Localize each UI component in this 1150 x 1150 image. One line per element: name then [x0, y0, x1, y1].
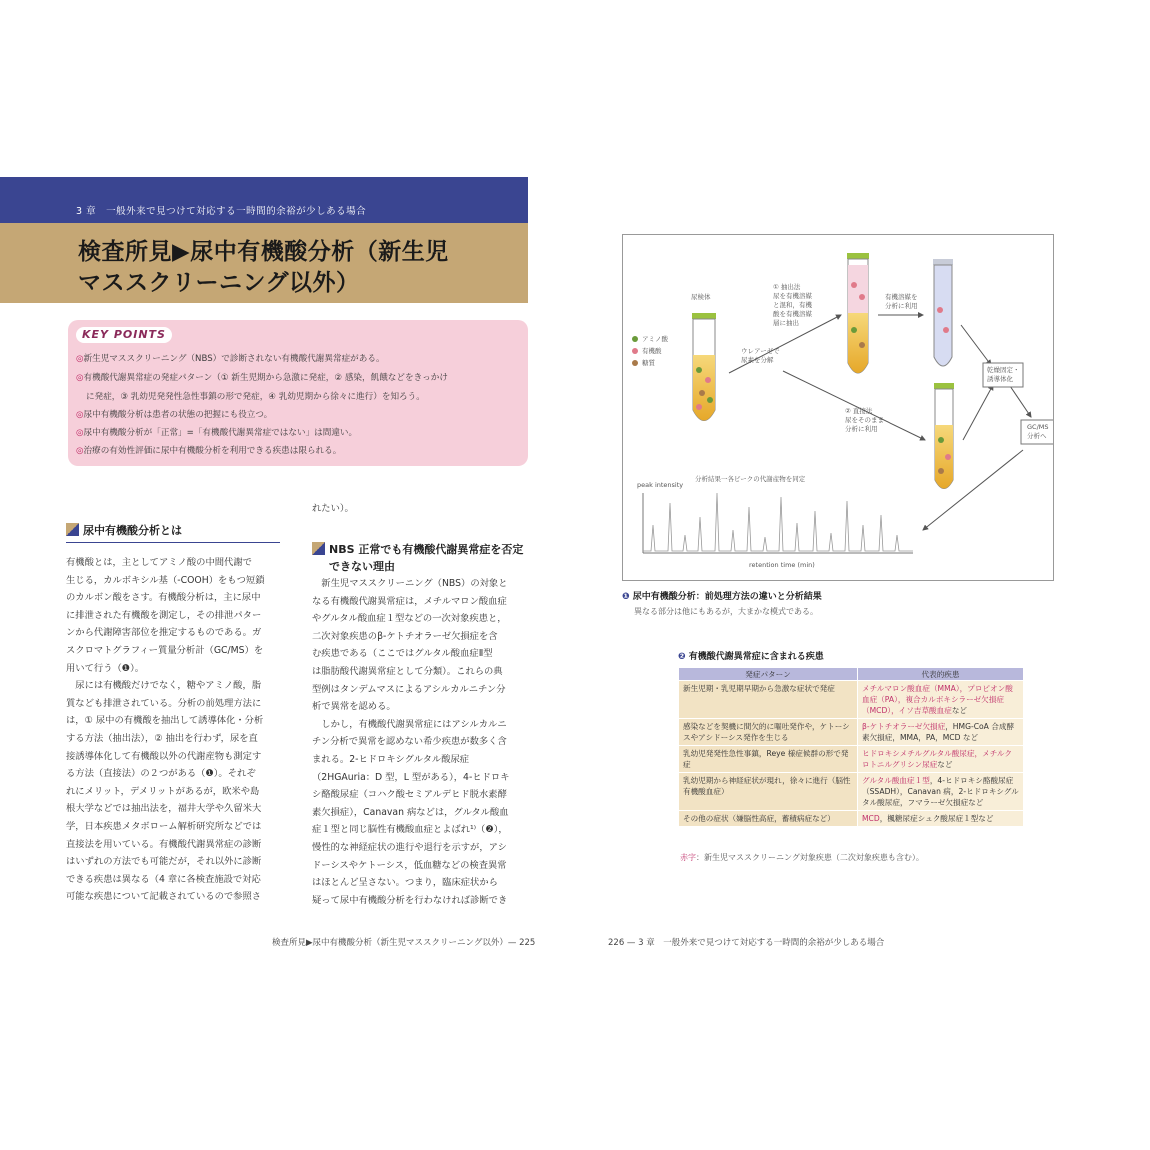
body-text-line: る方法（直接法）の２つがある（❶）。それぞ — [66, 768, 256, 780]
body-text-line: はいずれの方法でも可能だが，それ以外に診断 — [66, 856, 262, 868]
chapter-label: 3 章 一般外来で見つけて対応する一時間的余裕が少しある場合 — [76, 206, 367, 217]
body-text-line: 学，日本疾患メタボローム解析研究所などでは — [66, 820, 262, 832]
body-text-line: できる疾患は異なる（4 章に各検査施設で対応 — [66, 873, 261, 885]
body-text-line: 慢性的な神経症状の進行や退行を示すが，アシ — [312, 841, 507, 853]
page-footer-right: 226 — 3 章 一般外来で見つけて対応する一時間的余裕が少しある場合 — [608, 938, 885, 948]
body-column-1 — [66, 554, 265, 906]
urine-sample-label: 尿検体 — [691, 293, 711, 301]
body-text-line: はほとんど呈さない。つまり，臨床症状から — [312, 877, 498, 889]
chromatogram-title: 分析結果一各ピークの代謝産物を同定 — [695, 475, 806, 483]
section-heading-2: NBS 正常でも有機酸代謝異常症を否定 — [312, 541, 523, 557]
body-text-line: シ酪酸尿症（コハク酸セミアルデヒド脱水素酵 — [312, 789, 507, 801]
body-text-line: に排泄された有機酸を測定し，その排泄パター — [66, 609, 262, 621]
body-column-2 — [312, 575, 510, 909]
legend-organic-acid: 有機酸 — [642, 347, 662, 355]
disease-cell: メチルマロン酸血症（MMA），プロピオン酸血症（PA），複合カルボキシラーゼ欠損症（MCD），イソ吉草酸血症など — [858, 681, 1024, 719]
section-heading-1: 尿中有機酸分析とは — [66, 522, 182, 538]
body-text-line: 型例はタンデムマスによるアシルカルニチン分 — [312, 683, 506, 695]
body-text-line: 有機酸とは，主としてアミノ酸の中間代謝で — [66, 557, 252, 568]
body-text-line: ンから代謝障害部位を推定するものである。ガ — [66, 627, 262, 639]
page-title-line1: 検査所見▶尿中有機酸分析（新生児 — [78, 239, 449, 265]
chapter-header-band — [0, 177, 528, 223]
table-row — [679, 719, 1024, 746]
figure-1-subcaption: 異なる部分は他にもあるが，大まかな模式である。 — [634, 607, 818, 616]
disease-cell: MCD，楓糖尿症シュク酸尿症１型など — [858, 811, 1024, 827]
disease-table — [678, 667, 1024, 827]
figure-1-caption: ❶ 尿中有機酸分析：前処理方法の違いと分析結果 — [622, 592, 822, 602]
figure-number-icon: ❶ — [622, 592, 630, 602]
direct-method-label: ② 直接法 尿をそのまま 分析に利用 — [845, 407, 884, 433]
disease-cell: ヒドロキシメチルグルタル酸尿症，メチルクロトニルグリシン尿症など — [858, 746, 1024, 773]
body-text-line: は，① 尿中の有機酸を抽出して誘導体化・分析 — [66, 715, 264, 727]
body-text-line: なる有機酸代謝異常症は，メチルマロン酸血症 — [312, 595, 507, 607]
extraction-method-label: ① 抽出法 尿を有機溶媒 と混和，有機 酸を有機溶媒 層に抽出 — [773, 283, 812, 327]
pretreatment-diagram — [623, 235, 1053, 580]
legend — [632, 336, 638, 366]
body-text-line: 用いて行う（❶）。 — [66, 662, 145, 674]
body-text-line: まれる。2-ヒドロキシグルタル酸尿症 — [312, 753, 470, 765]
onset-pattern-cell: 新生児期・乳児期早期から急激な症状で発症 — [679, 681, 858, 719]
body-text-line: 症１型と同じ脳性有機酸血症とよばれ¹⁾（❷）， — [312, 824, 508, 836]
body-text-line: 素欠損症），Canavan 病などは，グルタル酸血 — [312, 806, 509, 818]
onset-pattern-cell: 乳幼児発発性急性事鎮，Reye 様症候群の形で発症 — [679, 746, 858, 773]
table-note: 赤字：新生児マススクリーニング対象疾患（二次対象疾患も含む）。 — [680, 853, 924, 862]
legend-amino-acid: アミノ酸 — [642, 335, 668, 343]
body-text-line: やグルタル酸血症１型などの一次対象疾患と， — [312, 613, 507, 625]
body-text-line: 可能な疾患について記載されているので参照さ — [66, 891, 262, 903]
urease-label: ウレアーゼで 尿素を分解 — [741, 347, 780, 364]
onset-pattern-cell: 感染などを契機に間欠的に嘔吐発作や，ケトーシスやアシドーシス発作を生じる — [679, 719, 858, 746]
table-number-icon: ❷ — [678, 652, 686, 662]
body-text-line: （2HGAuria：D 型，L 型がある），4-ヒドロキ — [312, 771, 510, 783]
section-rule — [66, 542, 280, 543]
gcms-label: GC/MS 分析へ — [1027, 423, 1049, 440]
body-column-2-top: れたい）。 — [312, 503, 354, 514]
urine-sample-tube — [692, 313, 716, 421]
body-text-line: しかし，有機酸代謝異常症にはアシルカルニ — [312, 718, 507, 730]
table-row — [679, 746, 1024, 773]
page-title-line2: マススクリーニング以外） — [78, 270, 360, 296]
chromatogram-y-label: peak intensity — [637, 481, 684, 489]
table-2-caption: ❷ 有機酸代謝異常症に含まれる疾患 — [678, 652, 824, 662]
table-row — [679, 681, 1024, 719]
key-point-item: ◎尿中有機酸分析は患者の状態の把握にも役立つ。 — [76, 410, 273, 420]
key-points-box — [68, 320, 528, 466]
body-text-line: 生じる，カルボキシル基（-COOH）をもつ短鎖 — [66, 574, 265, 586]
direct-method-tube — [934, 383, 954, 489]
body-text-line: れにメリット，デメリットがあるが，欧米や島 — [66, 785, 260, 797]
body-text-line: 直接法を用いている。有機酸代謝異常症の診断 — [66, 838, 262, 850]
onset-pattern-cell: 乳幼児期から神経症状が現れ，徐々に進行（脳性有機酸血症） — [679, 773, 858, 811]
page-footer-left: 検査所見▶尿中有機酸分析（新生児マススクリーニング以外）— 225 — [272, 938, 536, 948]
key-point-item: に発症，③ 乳幼児発発性急性事鎮の形で発症，④ 乳幼児期から徐々に進行）を知ろう。 — [86, 392, 425, 402]
table-header: 代表的疾患 — [858, 668, 1024, 681]
solvent-layer-tube — [933, 259, 953, 366]
body-text-line: 接誘導体化して有機酸以外の代謝産物も測定す — [66, 750, 262, 762]
onset-pattern-cell: その他の症状（嫌脳性高症，蓄積病症など） — [679, 811, 858, 827]
key-points-label: KEY POINTS — [76, 327, 172, 343]
disease-cell: グルタル酸血症１型，4-ヒドロキシ酪酸尿症（SSADH），Canavan 病，2-ヒドロキシグルタル酸尿症，フマラーゼ欠損症など — [858, 773, 1024, 811]
figure-1-frame — [622, 234, 1054, 581]
body-text-line: む疾患である（ここではグルタル酸血症Ⅱ型 — [312, 648, 493, 660]
dry-derivatize-label: 乾燥固定・ 誘導体化 — [987, 366, 1020, 383]
section-heading-2-line2: できない理由 — [329, 560, 395, 573]
body-text-line: スクロマトグラフィー質量分析計（GC/MS）を — [66, 644, 264, 656]
body-text-line: 二次対象疾患のβ-ケトチオラーゼ欠損症を含 — [312, 630, 498, 642]
table-header: 発症パターン — [679, 668, 858, 681]
key-point-item: ◎新生児マススクリーニング（NBS）で診断されない有機酸代謝異常症がある。 — [76, 354, 385, 364]
body-text-line: する方法（抽出法），② 抽出を行わず，尿を直 — [66, 732, 258, 744]
chromatogram — [643, 493, 913, 553]
body-text-line: 析で異常を認める。 — [312, 701, 396, 713]
body-text-line: ドーシスやケトーシス，低血糖などの検査異常 — [312, 859, 507, 871]
section-mark-icon — [312, 542, 325, 555]
key-point-item: ◎治療の有効性評価に尿中有機酸分析を利用できる疾患は限られる。 — [76, 446, 342, 456]
body-text-line: は脂肪酸代謝異常症として分類）。これらの典 — [312, 665, 503, 677]
body-text-line: のカルボン酸をさす。有機酸分析は，主に尿中 — [66, 592, 261, 604]
solvent-use-label: 有機溶媒を 分析に利用 — [885, 293, 918, 310]
section-mark-icon — [66, 523, 79, 536]
body-text-line: チン分析で異常を認めない希少疾患が数多く含 — [312, 736, 507, 748]
table-row — [679, 811, 1024, 827]
disease-cell: β-ケトチオラーゼ欠損症，HMG-CoA 合成酵素欠損症，MMA，PA，MCD など — [858, 719, 1024, 746]
body-text-line: 新生児マススクリーニング（NBS）の対象と — [312, 578, 508, 589]
body-text-line: 根大学などでは抽出法を，福井大学や久留米大 — [66, 803, 262, 815]
title-band — [0, 223, 528, 303]
body-text-line: 質なども排泄されている。分析の前処理方法に — [66, 697, 262, 709]
chromatogram-x-label: retention time (min) — [749, 561, 815, 569]
body-text-line: 疑って尿中有機酸分析を行わなければ診断でき — [312, 894, 508, 906]
table-row — [679, 773, 1024, 811]
key-point-item: ◎有機酸代謝異常症の発症パターン（① 新生児期から急激に発症，② 感染，飢餓などをきっかけ — [76, 373, 448, 383]
legend-sugar: 糖質 — [642, 359, 655, 367]
body-text-line: 尿には有機酸だけでなく，糖やアミノ酸，脂 — [66, 680, 262, 692]
key-point-item: ◎尿中有機酸分析が「正常」=「有機酸代謝異常症ではない」は間違い。 — [76, 428, 358, 438]
extraction-tube — [847, 253, 869, 373]
